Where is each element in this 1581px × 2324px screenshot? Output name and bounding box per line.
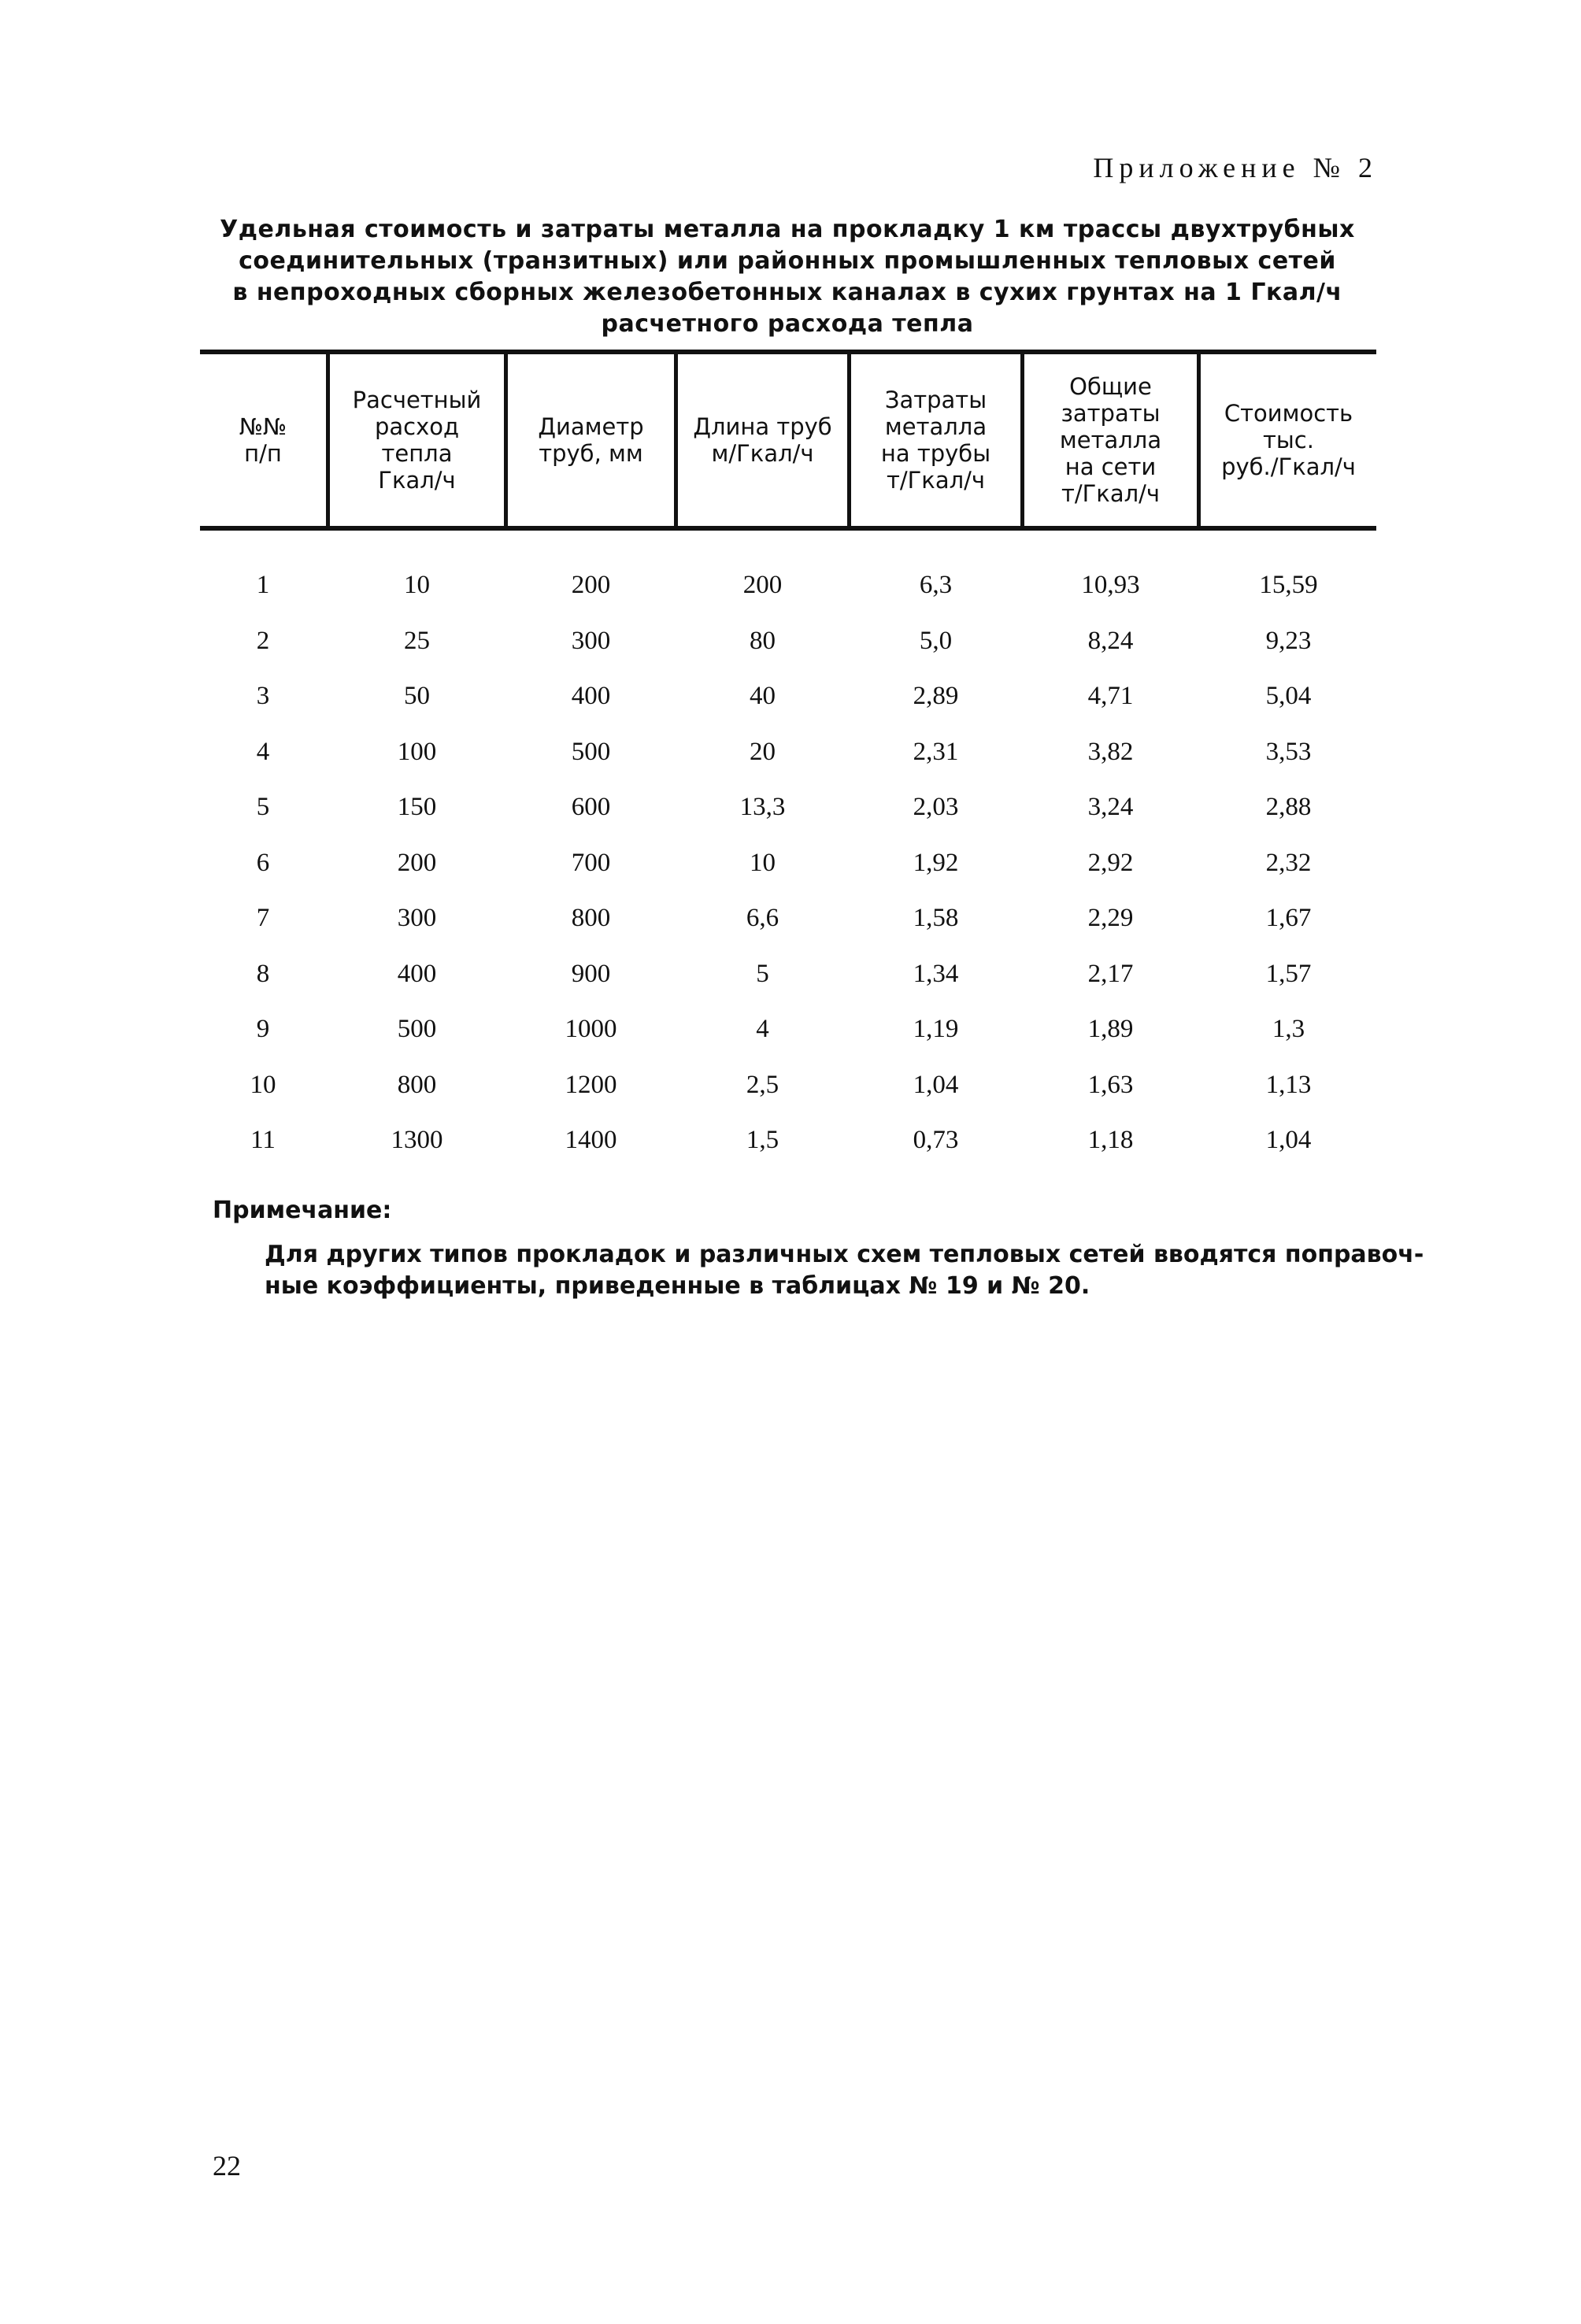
table-cell: 1400 <box>565 1126 617 1154</box>
table-cell: 800 <box>571 904 611 932</box>
table-cell: 1,5 <box>746 1126 779 1154</box>
table-cell: 4 <box>256 737 270 766</box>
table-cell: 20 <box>750 737 776 766</box>
column-header <box>1201 354 1376 526</box>
column-header-line: тыс. <box>1263 427 1314 453</box>
column-header-text <box>1221 400 1356 480</box>
table-cell: 100 <box>397 737 437 766</box>
note-line: ные коэффициенты, приведенные в таблицах № 19 и № 20. <box>265 1272 1090 1300</box>
table-row <box>200 557 1376 612</box>
table-cell: 1,04 <box>913 1070 959 1099</box>
note-text <box>265 1239 1424 1302</box>
table-cell: 11 <box>250 1126 276 1154</box>
column-header-line: Затраты <box>884 387 987 413</box>
table-cell: 500 <box>397 1015 437 1043</box>
table-cell: 15,59 <box>1259 571 1318 599</box>
table-row <box>200 779 1376 834</box>
table-cell: 2,5 <box>746 1070 779 1099</box>
table-cell: 5 <box>756 959 769 988</box>
table-cell: 1000 <box>565 1015 617 1043</box>
table-cell: 10 <box>250 1070 276 1099</box>
table-cell: 200 <box>571 571 611 599</box>
table-cell: 6,3 <box>919 571 953 599</box>
table-cell: 1,58 <box>913 904 959 932</box>
table-cell: 6 <box>256 848 270 877</box>
table-cell: 400 <box>571 682 611 710</box>
table-cell: 1,18 <box>1087 1126 1134 1154</box>
document-title <box>197 214 1378 340</box>
table-cell: 1,57 <box>1265 959 1312 988</box>
column-header-text <box>881 387 990 494</box>
column-header-line: Гкал/ч <box>378 467 456 494</box>
table-cell: 600 <box>571 793 611 821</box>
table-cell: 400 <box>397 959 437 988</box>
table-cell: 300 <box>397 904 437 932</box>
table-cell: 9,23 <box>1265 626 1312 655</box>
column-header-line: металла <box>884 413 987 440</box>
table-cell: 5 <box>256 793 270 821</box>
note-label: Примечание: <box>213 1197 392 1224</box>
table-cell: 50 <box>404 682 430 710</box>
table-cell: 2,32 <box>1265 848 1312 877</box>
table-row <box>200 1001 1376 1057</box>
table-cell: 2,88 <box>1265 793 1312 821</box>
column-header-line: затраты <box>1061 400 1161 427</box>
column-header-text <box>353 387 482 494</box>
table-cell: 1 <box>256 571 270 599</box>
table-cell: 150 <box>397 793 437 821</box>
column-header-line: Расчетный <box>352 387 482 413</box>
table-cell: 10 <box>750 848 776 877</box>
table-cell: 1,19 <box>913 1015 959 1043</box>
title-line: в непроходных сборных железобетонных каналах в сухих грунтах на 1 Гкал/ч <box>232 279 1342 306</box>
column-header-line: Длина труб <box>693 413 832 440</box>
column-header <box>678 354 847 526</box>
appendix-label: Приложение № 2 <box>1093 152 1378 183</box>
table-row <box>200 613 1376 668</box>
table-cell: 8 <box>256 959 270 988</box>
table-cell: 2,89 <box>913 682 959 710</box>
table-cell: 25 <box>404 626 430 655</box>
title-line: расчетного расхода тепла <box>601 310 974 338</box>
column-header-line: Диаметр <box>538 413 644 440</box>
column-header <box>200 354 326 526</box>
table-row <box>200 890 1376 946</box>
column-header-line: на трубы <box>880 440 991 467</box>
table-cell: 7 <box>256 904 270 932</box>
table-cell: 1200 <box>565 1070 617 1099</box>
page-number: 22 <box>213 2150 241 2182</box>
table-cell: 4,71 <box>1087 682 1134 710</box>
column-header-line: Стоимость <box>1224 400 1353 427</box>
table-row <box>200 724 1376 779</box>
table-cell: 13,3 <box>739 793 786 821</box>
table-cell: 2 <box>256 626 270 655</box>
table-cell: 3,24 <box>1087 793 1134 821</box>
column-header-line: металла <box>1059 427 1162 453</box>
column-header-line: №№ <box>239 413 287 440</box>
table-cell: 800 <box>397 1070 437 1099</box>
column-header <box>1024 354 1197 526</box>
table-cell: 700 <box>571 848 611 877</box>
table-cell: 1,13 <box>1265 1070 1312 1099</box>
column-header-line: м/Гкал/ч <box>711 440 814 467</box>
table-row <box>200 668 1376 723</box>
table-cell: 3 <box>256 682 270 710</box>
table-cell: 1,92 <box>913 848 959 877</box>
column-header <box>508 354 674 526</box>
table-cell: 1,34 <box>913 959 959 988</box>
table-cell: 6,6 <box>746 904 779 932</box>
table-cell: 10,93 <box>1081 571 1140 599</box>
table-row <box>200 835 1376 890</box>
column-header-text <box>1060 373 1161 507</box>
table-cell: 2,17 <box>1087 959 1134 988</box>
column-header-line: расход <box>374 413 460 440</box>
table-cell: 3,82 <box>1087 737 1134 766</box>
table-cell: 0,73 <box>913 1126 959 1154</box>
table-cell: 200 <box>397 848 437 877</box>
table-cell: 1,04 <box>1265 1126 1312 1154</box>
table-cell: 200 <box>742 571 783 599</box>
column-header-line: п/п <box>244 440 282 467</box>
note-line: Для других типов прокладок и различных схем тепловых сетей вводятся поправоч- <box>265 1241 1424 1268</box>
table-cell: 1,63 <box>1087 1070 1134 1099</box>
column-header-line: на сети <box>1064 453 1157 480</box>
column-header-text <box>693 413 831 467</box>
table-cell: 500 <box>571 737 611 766</box>
table-cell: 40 <box>750 682 776 710</box>
column-header <box>330 354 504 526</box>
table-cell: 2,31 <box>913 737 959 766</box>
table-cell: 3,53 <box>1265 737 1312 766</box>
column-header-line: Общие <box>1069 373 1152 400</box>
column-header <box>851 354 1020 526</box>
table-row <box>200 1057 1376 1112</box>
column-header-line: т/Гкал/ч <box>1061 480 1161 507</box>
column-header-line: тепла <box>381 440 453 467</box>
table-header-rule <box>200 526 1376 531</box>
table-cell: 8,24 <box>1087 626 1134 655</box>
table-cell: 9 <box>256 1015 270 1043</box>
table-cell: 5,0 <box>919 626 953 655</box>
table-cell: 1,89 <box>1087 1015 1134 1043</box>
column-header-line: руб./Гкал/ч <box>1221 453 1356 480</box>
table-cell: 1300 <box>391 1126 443 1154</box>
title-line: соединительных (транзитных) или районных промышленных тепловых сетей <box>239 247 1336 275</box>
table-cell: 5,04 <box>1265 682 1312 710</box>
table-row <box>200 946 1376 1001</box>
table-cell: 900 <box>571 959 611 988</box>
table-cell: 10 <box>404 571 430 599</box>
column-header-line: т/Гкал/ч <box>886 467 986 494</box>
table-cell: 2,29 <box>1087 904 1134 932</box>
column-header-text <box>538 413 643 467</box>
title-line: Удельная стоимость и затраты металла на прокладку 1 км трассы двухтрубных <box>220 216 1355 243</box>
table-cell: 80 <box>750 626 776 655</box>
table-cell: 300 <box>571 626 611 655</box>
column-header-line: труб, мм <box>539 440 643 467</box>
table-cell: 1,3 <box>1272 1015 1305 1043</box>
table-row <box>200 1112 1376 1168</box>
table-cell: 1,67 <box>1265 904 1312 932</box>
column-header-text <box>239 413 287 467</box>
table-cell: 4 <box>756 1015 769 1043</box>
table-cell: 2,03 <box>913 793 959 821</box>
table-cell: 2,92 <box>1087 848 1134 877</box>
